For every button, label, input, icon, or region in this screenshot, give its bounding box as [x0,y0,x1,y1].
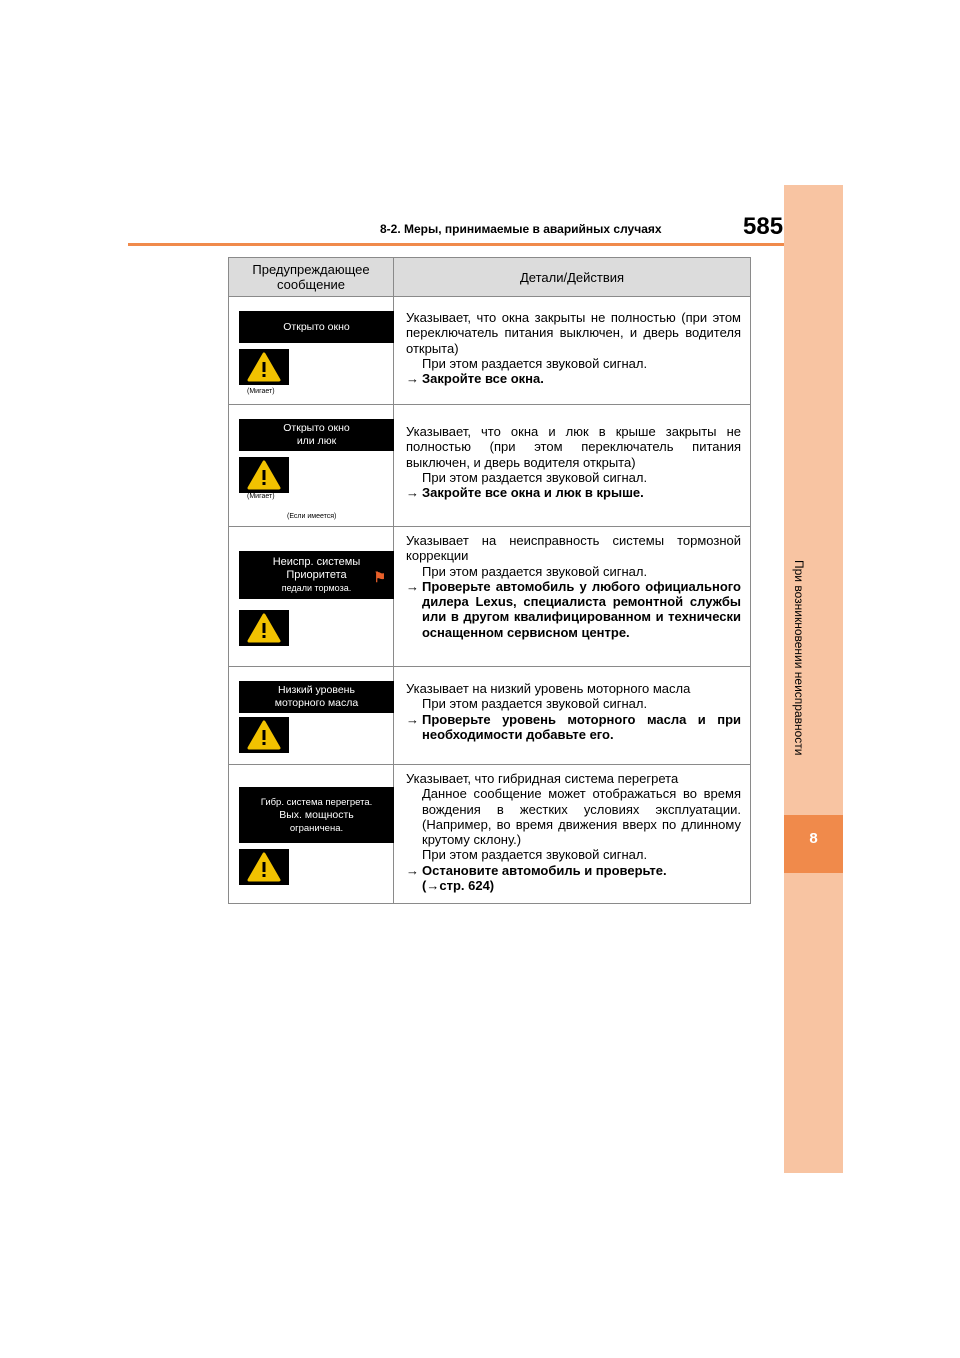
display-message [239,681,394,713]
table-row [229,667,751,765]
details-cell [394,297,751,405]
action-text: Проверьте уровень моторного масла и при необходимости добавьте его. [422,711,741,742]
display-text-line2: или люк [296,435,337,447]
message-image-cell [229,297,394,405]
arrow-icon: → [406,862,419,878]
blink-note: (Мигает) [247,388,275,395]
arrow-icon: → [406,711,419,727]
table-row [229,765,751,904]
col-header-message: Предупреждающее сообщение [229,258,394,297]
description-text: Указывает, что гибридная система перегрета [406,771,679,786]
action-main: Остановите автомобиль и проверьте. [422,862,667,878]
warning-triangle-icon [247,613,281,643]
action-text: Проверьте автомобиль у любого официального дилера Lexus, специалиста ремонтной службы или в другом квалифицированном и технически оснащенном сервисном центре. [422,578,741,640]
chapter-title: При возникновении неисправности [792,560,806,756]
table-row [229,527,751,667]
sound-note: При этом раздается звуковой сигнал. [422,469,648,485]
brake-pedal-icon: ⚑ [373,569,386,585]
action-text [422,863,741,894]
display-text-line1: Гибр. система перегрета. [260,796,373,808]
message-image-cell [229,667,394,765]
warning-triangle-icon [247,460,281,490]
warning-messages-table [228,257,751,904]
description-text: Указывает, что окна закрыты не полностью (при этом переключатель питания выключен, и дверь водителя открыта) [406,310,741,356]
section-title: 8-2. Меры, принимаемые в аварийных случаях [380,222,662,236]
description-text: Указывает, что окна и люк в крыше закрыты не полностью (при этом переключатель питания выключен, и дверь водителя открыта) [406,424,741,470]
warning-light [239,457,289,493]
arrow-icon: → [406,578,419,594]
display-text-line1: Низкий уровень [278,684,355,696]
message-image-cell [229,405,394,527]
warning-light [239,349,289,385]
action-item [406,485,741,500]
header-divider [128,243,784,246]
extra-note: Данное сообщение может отображаться во время вождения в жестких условиях эксплуатации. (Например, во время движения вверх по длинному крутому склону.) [422,786,741,848]
description-text: Указывает на низкий уровень моторного масла [406,681,691,696]
option-note: (Если имеется) [287,513,337,520]
action-item [406,863,741,894]
warning-triangle-icon [247,852,281,882]
action-text: Закройте все окна и люк в крыше. [422,485,644,501]
message-image-cell [229,765,394,904]
warning-light [239,849,289,885]
warning-light [239,717,289,753]
table-row [229,297,751,405]
display-text-line1: Открыто окно [283,422,350,434]
blink-note: (Мигает) [247,493,275,500]
action-item [406,579,741,640]
message-image-cell [229,527,394,667]
warning-triangle-icon [247,720,281,750]
sound-note: При этом раздается звуковой сигнал. [422,355,648,371]
display-text-line2: Вых. мощность [279,808,354,821]
display-text-line3: ограничена. [289,822,344,834]
display-text: Открыто окно [283,320,350,333]
action-item [406,712,741,743]
details-cell [394,527,751,667]
display-text-line1: Неиспр. системы [272,555,361,568]
display-message [239,311,394,343]
details-cell [394,667,751,765]
table-row [229,405,751,527]
sound-note: При этом раздается звуковой сигнал. [422,696,648,712]
action-item [406,371,741,386]
table-header-row [229,258,751,297]
sound-note: При этом раздается звуковой сигнал. [422,847,648,863]
description-text: Указывает на неисправность системы тормозной коррекции [406,533,741,564]
display-message [239,787,394,843]
warning-light [239,610,289,646]
page-number: 585 [743,213,784,240]
display-text-line2: моторного масла [274,697,359,709]
details-cell [394,765,751,904]
arrow-icon: → [406,485,419,501]
arrow-icon: → [406,371,419,387]
display-message [239,551,394,599]
chapter-number: 8 [809,830,818,847]
action-text: Закройте все окна. [422,371,544,387]
display-text-line2: Приоритета [286,568,347,581]
details-cell [394,405,751,527]
sound-note: При этом раздается звуковой сигнал. [422,563,648,579]
warning-triangle-icon [247,352,281,382]
page-reference-link[interactable]: (→стр. 624) [422,878,495,894]
display-text-line3: педали тормоза. [281,582,352,593]
col-header-details: Детали/Действия [394,258,751,297]
display-message [239,419,394,451]
